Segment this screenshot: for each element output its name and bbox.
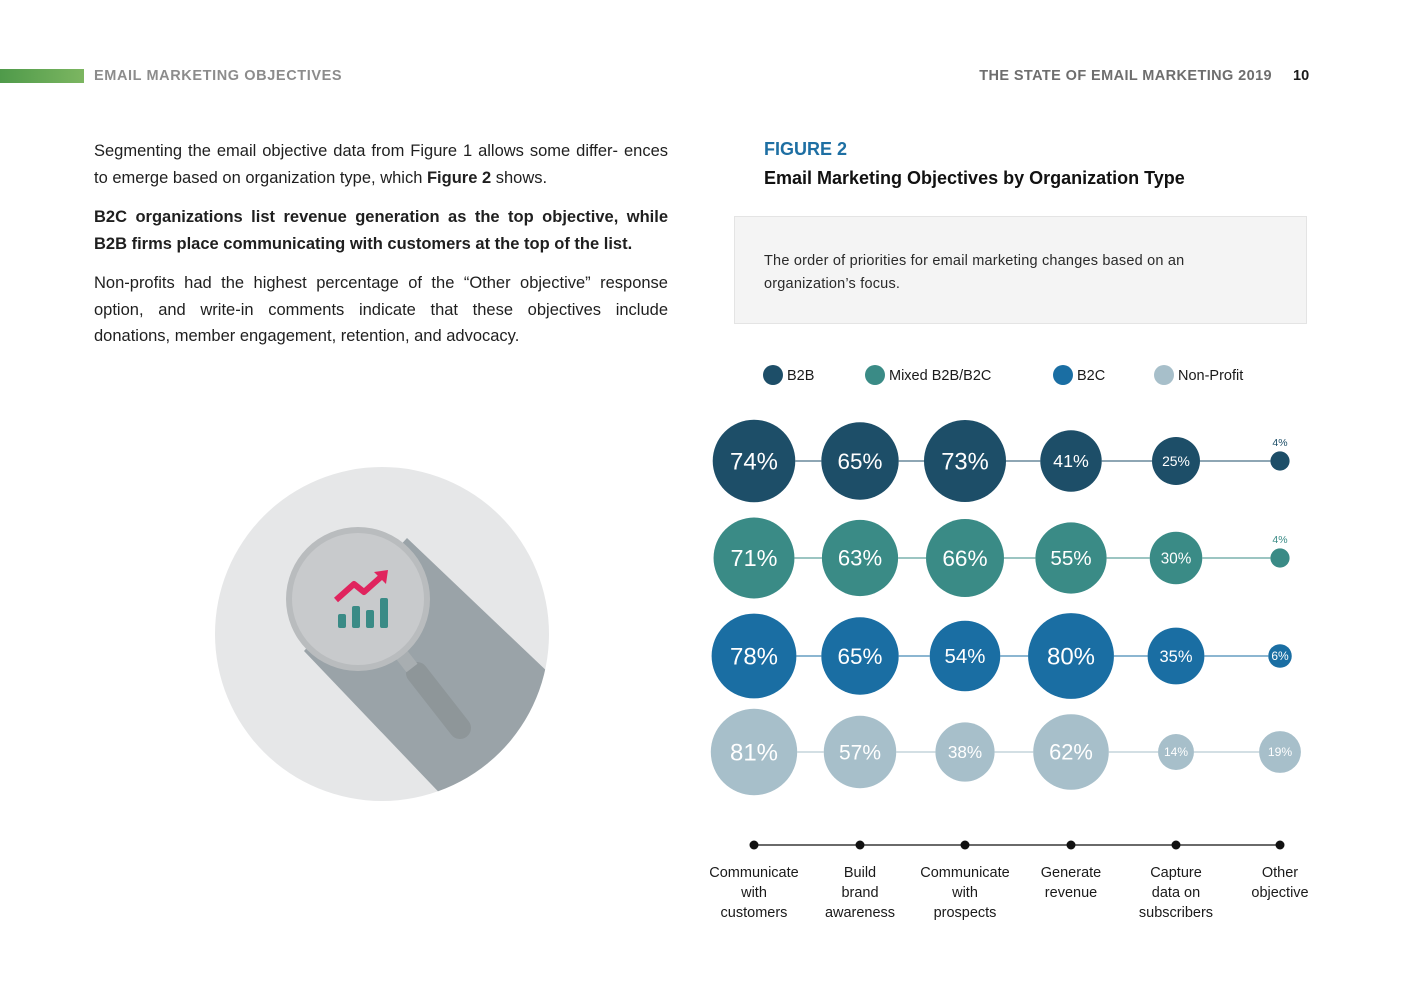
category-label-2-1: with	[952, 885, 978, 901]
body-text	[94, 138, 668, 363]
figure-caption-box	[734, 216, 1307, 324]
bubble-chart	[690, 350, 1320, 930]
bubble-label-0-0: 74%	[730, 448, 778, 476]
magnifier-with-growth-chart-icon	[212, 466, 552, 806]
bubble-0-5	[1270, 451, 1289, 470]
bubble-label-1-0: 71%	[730, 545, 778, 572]
legend-marker-2	[1053, 365, 1073, 385]
category-label-0-1: with	[741, 885, 767, 901]
category-label-3-1: revenue	[1044, 885, 1098, 901]
bubble-label-3-3: 62%	[1049, 739, 1093, 765]
bubble-label-0-3: 41%	[1053, 451, 1089, 472]
bubble-label-3-1: 57%	[838, 741, 882, 765]
bubble-label-2-2: 54%	[944, 645, 986, 669]
category-label-1-0: Build	[843, 865, 877, 881]
growth-bar-3	[366, 610, 374, 628]
category-label-0-2: customers	[720, 905, 788, 921]
category-label-2-2: prospects	[933, 905, 997, 921]
category-label-4-1: data on	[1151, 885, 1201, 901]
growth-bar-1	[338, 614, 346, 628]
bubble-label-0-1: 65%	[837, 448, 883, 474]
bubble-label-0-4: 25%	[1162, 452, 1190, 469]
figure-title: Email Marketing Objectives by Organization Type	[764, 168, 1185, 188]
growth-bar-2	[352, 606, 360, 628]
magnifier-lens	[292, 533, 424, 665]
bubble-label-2-5: 6%	[1271, 649, 1289, 664]
category-axis-dot-5	[1276, 841, 1285, 850]
bubble-label-3-0: 81%	[729, 739, 779, 767]
category-label-1-1: brand	[841, 885, 879, 901]
bubble-label-0-2: 73%	[941, 448, 989, 476]
legend-label-0: B2B	[787, 368, 815, 384]
category-label-3-0: Generate	[1040, 865, 1102, 881]
bubble-label-3-2: 38%	[947, 742, 983, 763]
bubble-label-2-3: 80%	[1046, 643, 1096, 671]
paragraph-3: Non-profits had the highest percentage of the “Other objective” response option, and write-in comments indicate that these objectives include donations, member engagement, retention, and advocacy.	[94, 274, 668, 345]
category-label-0-0: Communicate	[709, 865, 799, 881]
bubble-label-1-2: 66%	[942, 545, 988, 571]
category-axis-dot-1	[856, 841, 865, 850]
bubble-label-1-3: 55%	[1050, 547, 1092, 571]
bubble-label-1-4: 30%	[1160, 550, 1192, 568]
figure-label: FIGURE 2	[764, 139, 848, 159]
category-label-4-0: Capture	[1150, 865, 1202, 881]
legend-marker-1	[865, 365, 885, 385]
legend-marker-3	[1154, 365, 1174, 385]
paragraph-2: B2C organizations list revenue generation as the top objective, while B2B firms place communicating with customers at the top of the list.	[94, 208, 668, 253]
legend-marker-0	[763, 365, 783, 385]
figure-caption: The order of priorities for email marketing changes based on an organization’s focus.	[764, 253, 1185, 292]
legend-label-3: Non-Profit	[1178, 368, 1244, 384]
bubble-label-3-4: 14%	[1163, 745, 1189, 760]
category-axis-dot-2	[961, 841, 970, 850]
legend-label-1: Mixed B2B/B2C	[889, 368, 992, 384]
bubble-label-2-4: 35%	[1159, 647, 1193, 666]
bubble-label-0-5: 4%	[1272, 437, 1288, 449]
page-number: 10	[1293, 68, 1310, 84]
bubble-label-2-1: 65%	[837, 643, 883, 669]
category-axis-dot-0	[750, 841, 759, 850]
bubble-label-2-0: 78%	[729, 643, 779, 671]
category-label-4-2: subscribers	[1138, 905, 1214, 921]
category-label-1-2: awareness	[824, 905, 896, 921]
bubble-label-1-1: 63%	[837, 545, 883, 571]
growth-bar-4	[380, 598, 388, 628]
legend-label-2: B2C	[1077, 368, 1106, 384]
bubble-label-3-5: 19%	[1267, 745, 1293, 760]
category-axis-dot-3	[1067, 841, 1076, 850]
header-accent-bar	[0, 69, 84, 83]
bubble-1-5	[1270, 548, 1289, 567]
section-title: EMAIL MARKETING OBJECTIVES	[94, 68, 343, 84]
paragraph-1: Segmenting the email objective data from Figure 1 allows some differ- ences to emerge based on organization type, which Figure 2 shows.	[94, 142, 668, 187]
category-axis-dot-4	[1172, 841, 1181, 850]
category-label-2-0: Communicate	[920, 865, 1010, 881]
category-label-5-0: Other	[1261, 865, 1299, 881]
report-title: THE STATE OF EMAIL MARKETING 2019	[979, 68, 1272, 84]
bubble-label-1-5: 4%	[1272, 534, 1288, 546]
category-label-5-1: objective	[1251, 885, 1309, 901]
